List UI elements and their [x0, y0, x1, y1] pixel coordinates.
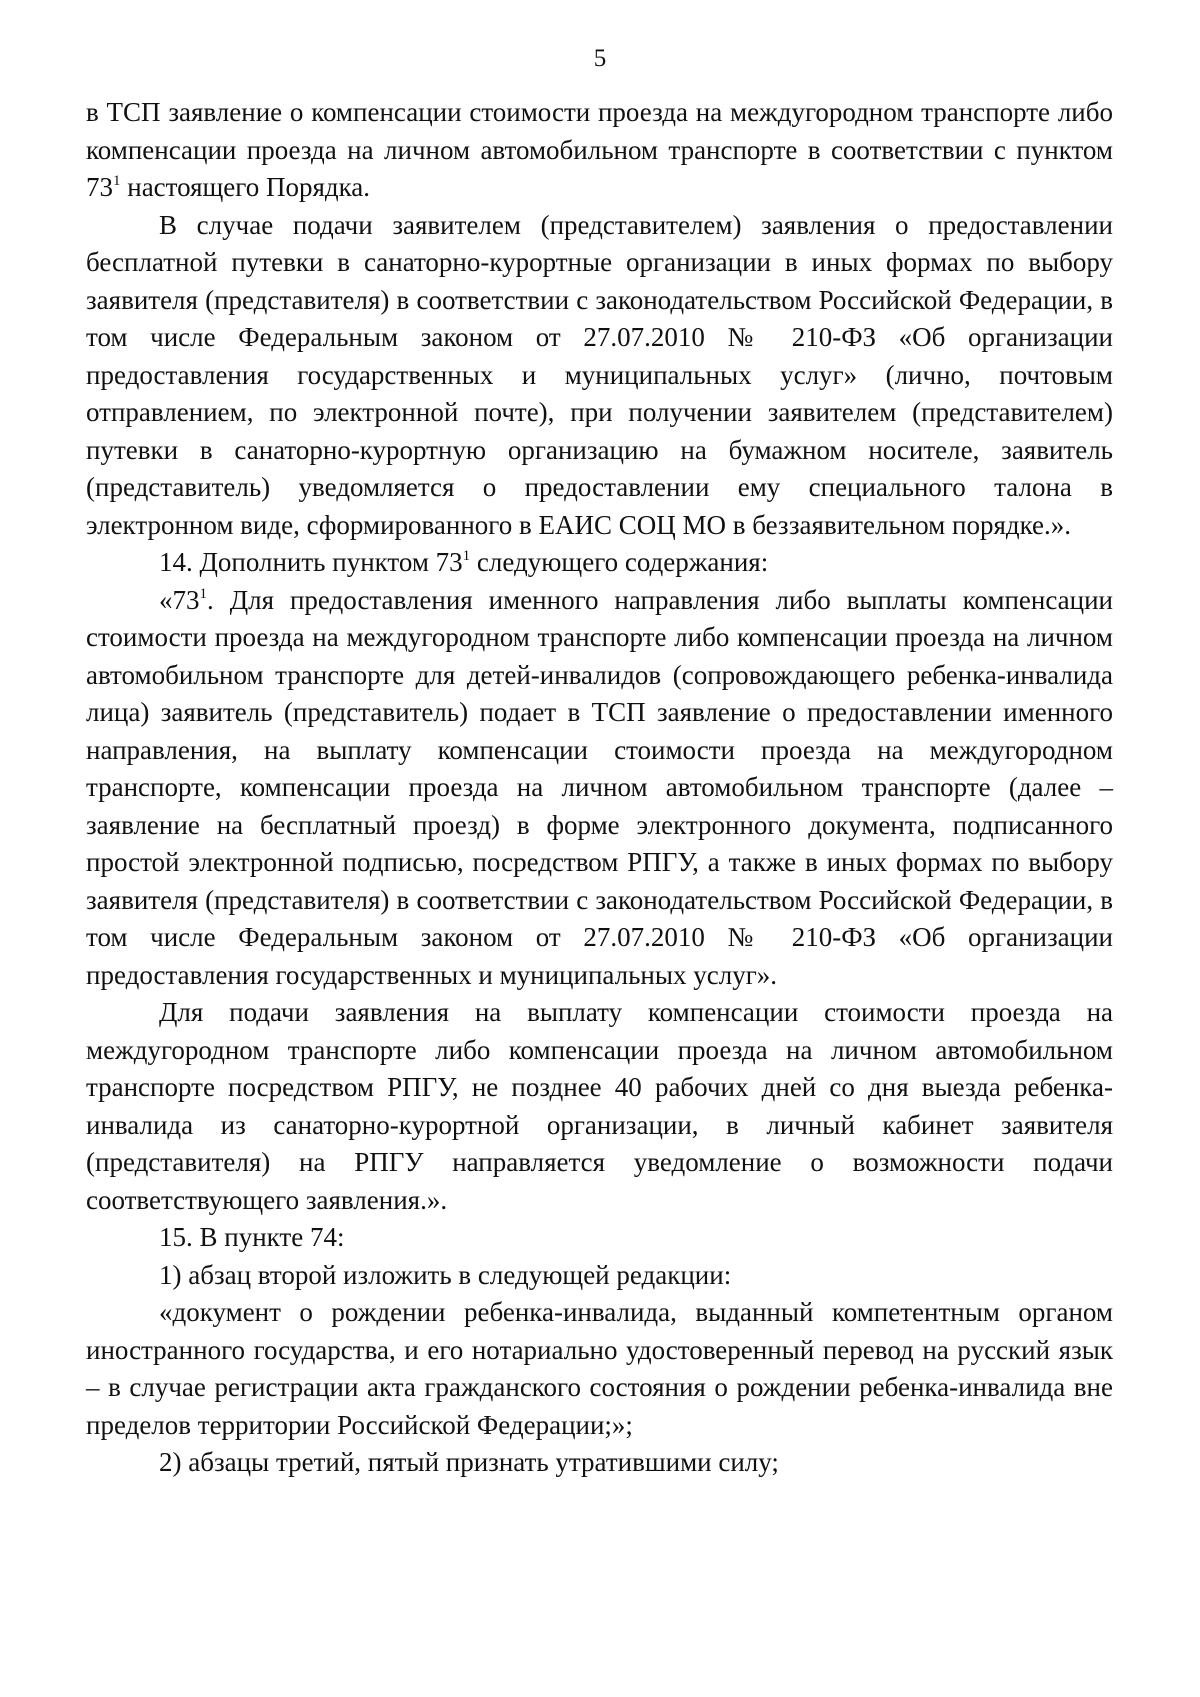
paragraph-5-text: Для подачи заявления на выплату компенсации стоимости проезда на междугородном транспорте либо компенсации проезда на личном автомобильном транспорте посредством РПГУ, не позднее 40 рабочих дней со дня выезда ребенка-инвалида из санаторно-курортной организации, в личный кабинет заявителя (представителя) на РПГУ направляется уведомление о возможности подачи соответствующего заявления.». [86, 997, 1113, 1215]
superscript: 1 [113, 173, 121, 189]
document-body [86, 94, 1113, 1482]
page-number: 5 [593, 45, 607, 72]
paragraph-7 [86, 1257, 1113, 1295]
paragraph-1 [86, 94, 1113, 207]
paragraph-6 [86, 1219, 1113, 1257]
paragraph-6-text: 15. В пункте 74: [159, 1222, 345, 1252]
paragraph-8 [86, 1294, 1113, 1444]
paragraph-8-text: «документ о рождении ребенка-инвалида, выданный компетентным органом иностранного государства, и его нотариально удостоверенный перевод на русский язык – в случае регистрации акта гражданского состояния о рождении ребенка-инвалида вне пределов территории Российской Федерации;»; [86, 1297, 1113, 1440]
paragraph-1-text-end: настоящего Порядка. [120, 172, 371, 202]
paragraph-2 [86, 207, 1113, 545]
paragraph-4-text: . Для предоставления именного направления либо выплаты компенсации стоимости проезда на междугородном транспорте либо компенсации проезда на личном автомобильном транспорте для детей-инвалидов (сопровождающего ребенка-инвалида лица) заявитель (представитель) подает в ТСП заявление о предоставлении именного направления, на выплату компенсации стоимости проезда на междугородном транспорте, компенсации проезда на личном автомобильном транспорте (далее – заявление на бесплатный проезд) в форме электронного документа, подписанного простой электронной подписью, посредством РПГУ, а также в иных формах по выбору заявителя (представителя) в соответствии с законодательством Российской Федерации, в том числе Федеральным законом от 27.07.2010 № 210-ФЗ «Об организации предоставления государственных и муниципальных услуг». [86, 584, 1113, 990]
paragraph-4 [86, 582, 1113, 995]
superscript: 1 [199, 585, 207, 602]
paragraph-4-text-start: «73 [159, 584, 200, 615]
paragraph-9 [86, 1444, 1113, 1482]
paragraph-9-text: 2) абзацы третий, пятый признать утратившими силу; [159, 1447, 779, 1477]
paragraph-5 [86, 994, 1113, 1219]
paragraph-3 [86, 544, 1113, 582]
paragraph-7-text: 1) абзац второй изложить в следующей редакции: [159, 1259, 732, 1290]
superscript: 1 [462, 548, 471, 564]
paragraph-3-text-end: следующего содержания: [470, 547, 769, 577]
paragraph-3-text: 14. Дополнить пунктом 73 [159, 547, 463, 577]
paragraph-2-text: В случае подачи заявителем (представителем) заявления о предоставлении бесплатной путевки в санаторно-курортные организации в иных формах по выбору заявителя (представителя) в соответствии с законодательством Российской Федерации, в том числе Федеральным законом от 27.07.2010 № 210-ФЗ «Об организации предоставления государственных и муниципальных услуг» (лично, почтовым отправлением, по электронной почте), при получении заявителем (представителем) путевки в санаторно-курортную организацию на бумажном носителе, заявитель (представитель) уведомляется о предоставлении ему специального талона в электронном виде, сформированного в ЕАИС СОЦ МО в беззаявительном порядке.». [86, 209, 1113, 540]
paragraph-1-text: в ТСП заявление о компенсации стоимости проезда на междугородном транспорте либо компенсации проезда на личном автомобильном транспорте в соответствии с пунктом 73 [86, 97, 1113, 202]
